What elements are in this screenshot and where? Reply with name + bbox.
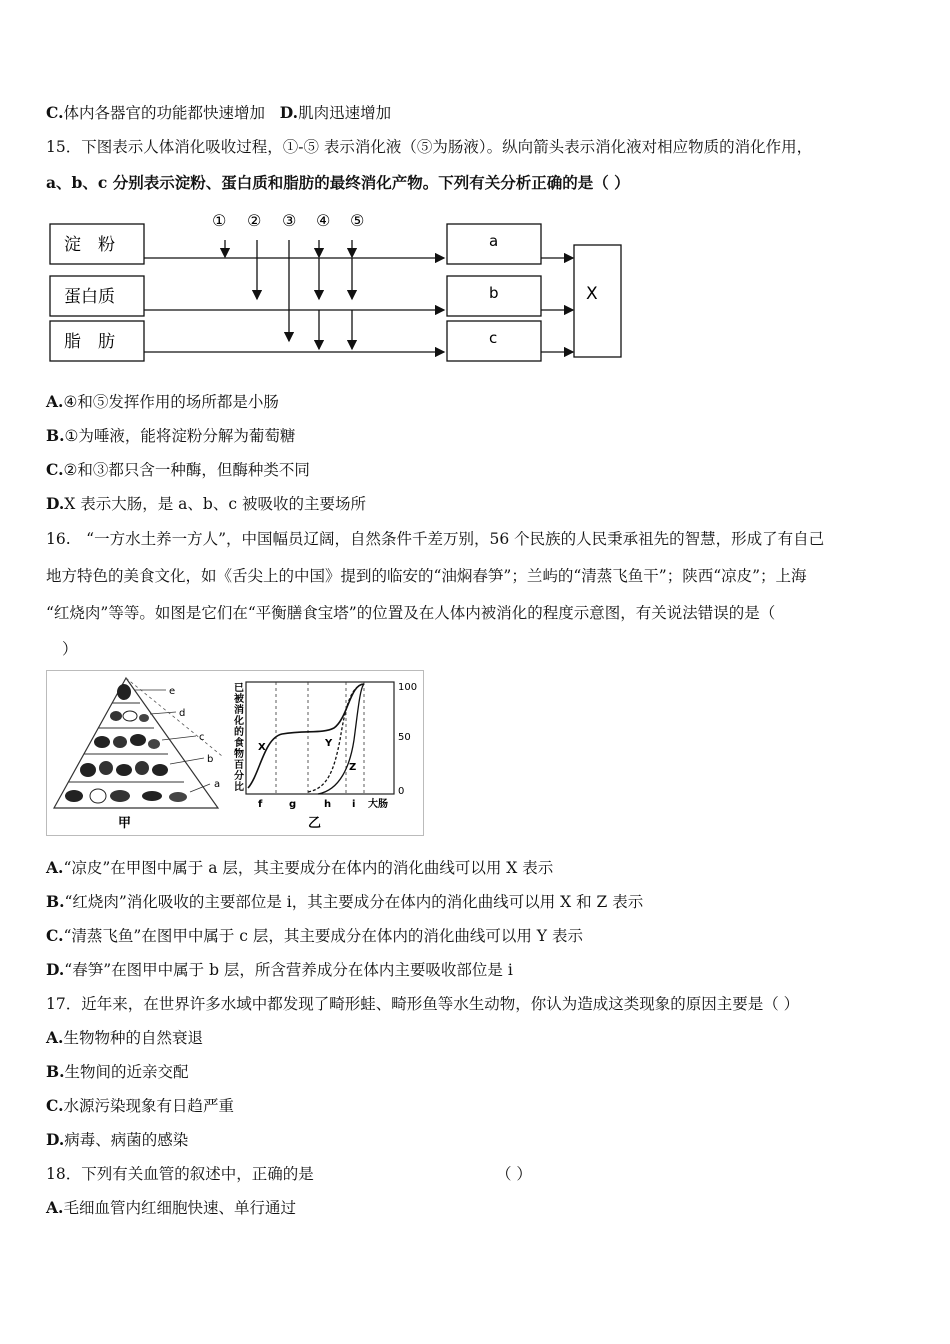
x-tick-h: h bbox=[324, 799, 332, 810]
substance-label-fat: 脂 肪 bbox=[64, 332, 115, 352]
q15-option-c-text: ②和③都只含一种酶，但酶种类不同 bbox=[63, 461, 310, 479]
q16-stem-line2: 地方特色的美食文化，如《舌尖上的中国》提到的临安的“油焖春笋”；兰屿的“清蒸飞鱼干”；陕西“凉皮”；上海 bbox=[46, 567, 807, 585]
y-tick-50: 50 bbox=[398, 732, 411, 743]
q16-option-d-letter: D. bbox=[46, 960, 65, 979]
pyramid-caption: 甲 bbox=[118, 816, 132, 831]
q15-option-a bbox=[46, 392, 279, 412]
q16-option-b bbox=[46, 892, 643, 912]
q16-option-d bbox=[46, 960, 513, 980]
q17-option-d-text: 病毒、病菌的感染 bbox=[64, 1131, 189, 1149]
q18-option-a-letter: A. bbox=[46, 1198, 64, 1217]
juice-label-2: ② bbox=[247, 211, 262, 230]
x-tick-f: f bbox=[258, 799, 263, 810]
q18-stem: 18．下列有关血管的叙述中，正确的是 bbox=[46, 1165, 314, 1183]
q15-stem-line1: 15．下图表示人体消化吸收过程，①-⑤ 表示消化液（⑤为肠液）。纵向箭头表示消化液对相应物质的消化作用， bbox=[46, 138, 813, 156]
juice-label-1: ① bbox=[212, 211, 227, 230]
q17-option-b-letter: B. bbox=[46, 1062, 65, 1081]
q15-stem-line2: a、b、c 分别表示淀粉、蛋白质和脂肪的最终消化产物。下列有关分析正确的是（ ） bbox=[46, 173, 630, 192]
product-label-a: a bbox=[489, 232, 499, 250]
digestion-flow-svg bbox=[46, 206, 626, 366]
x-tick-large-intestine: 大肠 bbox=[368, 799, 388, 810]
q17-option-b-text: 生物间的近亲交配 bbox=[64, 1063, 189, 1081]
q16-option-a-letter: A. bbox=[46, 858, 64, 877]
x-label: X bbox=[586, 284, 598, 304]
q16-stem-line4: ） bbox=[62, 640, 78, 658]
graph-caption: 乙 bbox=[308, 816, 322, 831]
juice-label-5: ⑤ bbox=[350, 211, 365, 230]
curve-x-label: X bbox=[258, 742, 266, 753]
q18-option-a-text: 毛细血管内红细胞快速、单行通过 bbox=[63, 1199, 296, 1217]
q17-option-b bbox=[46, 1062, 189, 1082]
q16-option-c-text: “清蒸飞鱼”在图甲中属于 c 层，其主要成分在体内的消化曲线可以用 Y 表示 bbox=[63, 927, 583, 945]
q16-option-b-text: “红烧肉”消化吸收的主要部位是 i，其主要成分在体内的消化曲线可以用 X 和 Z 表示 bbox=[64, 893, 644, 911]
q17-option-d bbox=[46, 1130, 188, 1150]
q15-option-a-letter: A. bbox=[46, 392, 64, 411]
q16-option-a-text: “凉皮”在甲图中属于 a 层，其主要成分在体内的消化曲线可以用 X 表示 bbox=[63, 859, 554, 877]
q15-option-b bbox=[46, 426, 295, 446]
q15-option-d-text: X 表示大肠，是 a、b、c 被吸收的主要场所 bbox=[64, 495, 366, 513]
q16-stem-line1: 16. “一方水土养一方人”，中国幅员辽阔，自然条件千差万别，56 个民族的人民秉承祖先的智慧，形成了有自己 bbox=[46, 530, 825, 548]
q14-options-cd bbox=[46, 103, 391, 123]
digestion-flow-diagram bbox=[46, 206, 626, 366]
q17-option-a bbox=[46, 1028, 203, 1048]
q18-bracket: （ ） bbox=[496, 1165, 532, 1183]
q17-option-d-letter: D. bbox=[46, 1130, 65, 1149]
substance-label-protein: 蛋白质 bbox=[64, 287, 115, 307]
q18-option-a bbox=[46, 1198, 296, 1218]
graph-y-axis-title: 已被消化的食物百分比 bbox=[231, 682, 243, 792]
q17-option-c-letter: C. bbox=[46, 1096, 64, 1115]
q16-option-c-letter: C. bbox=[46, 926, 64, 945]
q14-option-c-text: 体内各器官的功能都快速增加 bbox=[63, 104, 265, 122]
q15-option-d-letter: D. bbox=[46, 494, 65, 513]
y-tick-100: 100 bbox=[398, 682, 418, 693]
pyramid-layer-c-label: c bbox=[199, 732, 205, 743]
curve-z-label: Z bbox=[349, 762, 357, 773]
q16-option-c bbox=[46, 926, 583, 946]
product-label-c: c bbox=[489, 329, 498, 347]
substance-label-starch: 淀 粉 bbox=[64, 235, 115, 255]
q16-option-d-text: “春笋”在图甲中属于 b 层，所含营养成分在体内主要吸收部位是 i bbox=[64, 961, 513, 979]
x-tick-g: g bbox=[289, 799, 297, 810]
juice-label-3: ③ bbox=[282, 211, 297, 230]
q15-option-b-letter: B. bbox=[46, 426, 65, 445]
pyramid-layer-e-label: e bbox=[169, 686, 176, 697]
q17-option-a-letter: A. bbox=[46, 1028, 64, 1047]
q15-option-b-text: ①为唾液，能将淀粉分解为葡萄糖 bbox=[64, 427, 296, 445]
food-figure-svg bbox=[46, 670, 424, 836]
q14-option-c-letter: C. bbox=[46, 103, 64, 122]
q17-stem: 17．近年来，在世界许多水域中都发现了畸形蛙、畸形鱼等水生动物，你认为造成这类现象的原因主要是（ ） bbox=[46, 995, 800, 1013]
x-tick-i: i bbox=[352, 799, 356, 810]
q17-option-a-text: 生物物种的自然衰退 bbox=[63, 1029, 203, 1047]
q15-option-c bbox=[46, 460, 310, 480]
pyramid-layer-d-label: d bbox=[179, 708, 186, 719]
q15-option-d bbox=[46, 494, 366, 514]
q17-option-c-text: 水源污染现象有日趋严重 bbox=[63, 1097, 234, 1115]
q16-stem-line3: “红烧肉”等等。如图是它们在“平衡膳食宝塔”的位置及在人体内被消化的程度示意图，有关说法错误的是（ bbox=[46, 604, 776, 622]
juice-label-4: ④ bbox=[316, 211, 331, 230]
q16-option-a bbox=[46, 858, 553, 878]
q17-option-c bbox=[46, 1096, 234, 1116]
curve-y-label: Y bbox=[325, 738, 333, 749]
product-label-b: b bbox=[489, 284, 499, 302]
q14-option-d-letter: D. bbox=[279, 103, 299, 122]
pyramid-layer-b-label: b bbox=[207, 754, 214, 765]
y-tick-0: 0 bbox=[398, 786, 405, 797]
q15-option-a-text: ④和⑤发挥作用的场所都是小肠 bbox=[63, 393, 279, 411]
pyramid-layer-a-label: a bbox=[214, 779, 221, 790]
q16-option-b-letter: B. bbox=[46, 892, 65, 911]
q15-option-c-letter: C. bbox=[46, 460, 64, 479]
food-pyramid-and-digestion-figure bbox=[46, 670, 424, 836]
q14-option-d-text: 肌肉迅速增加 bbox=[298, 104, 392, 122]
